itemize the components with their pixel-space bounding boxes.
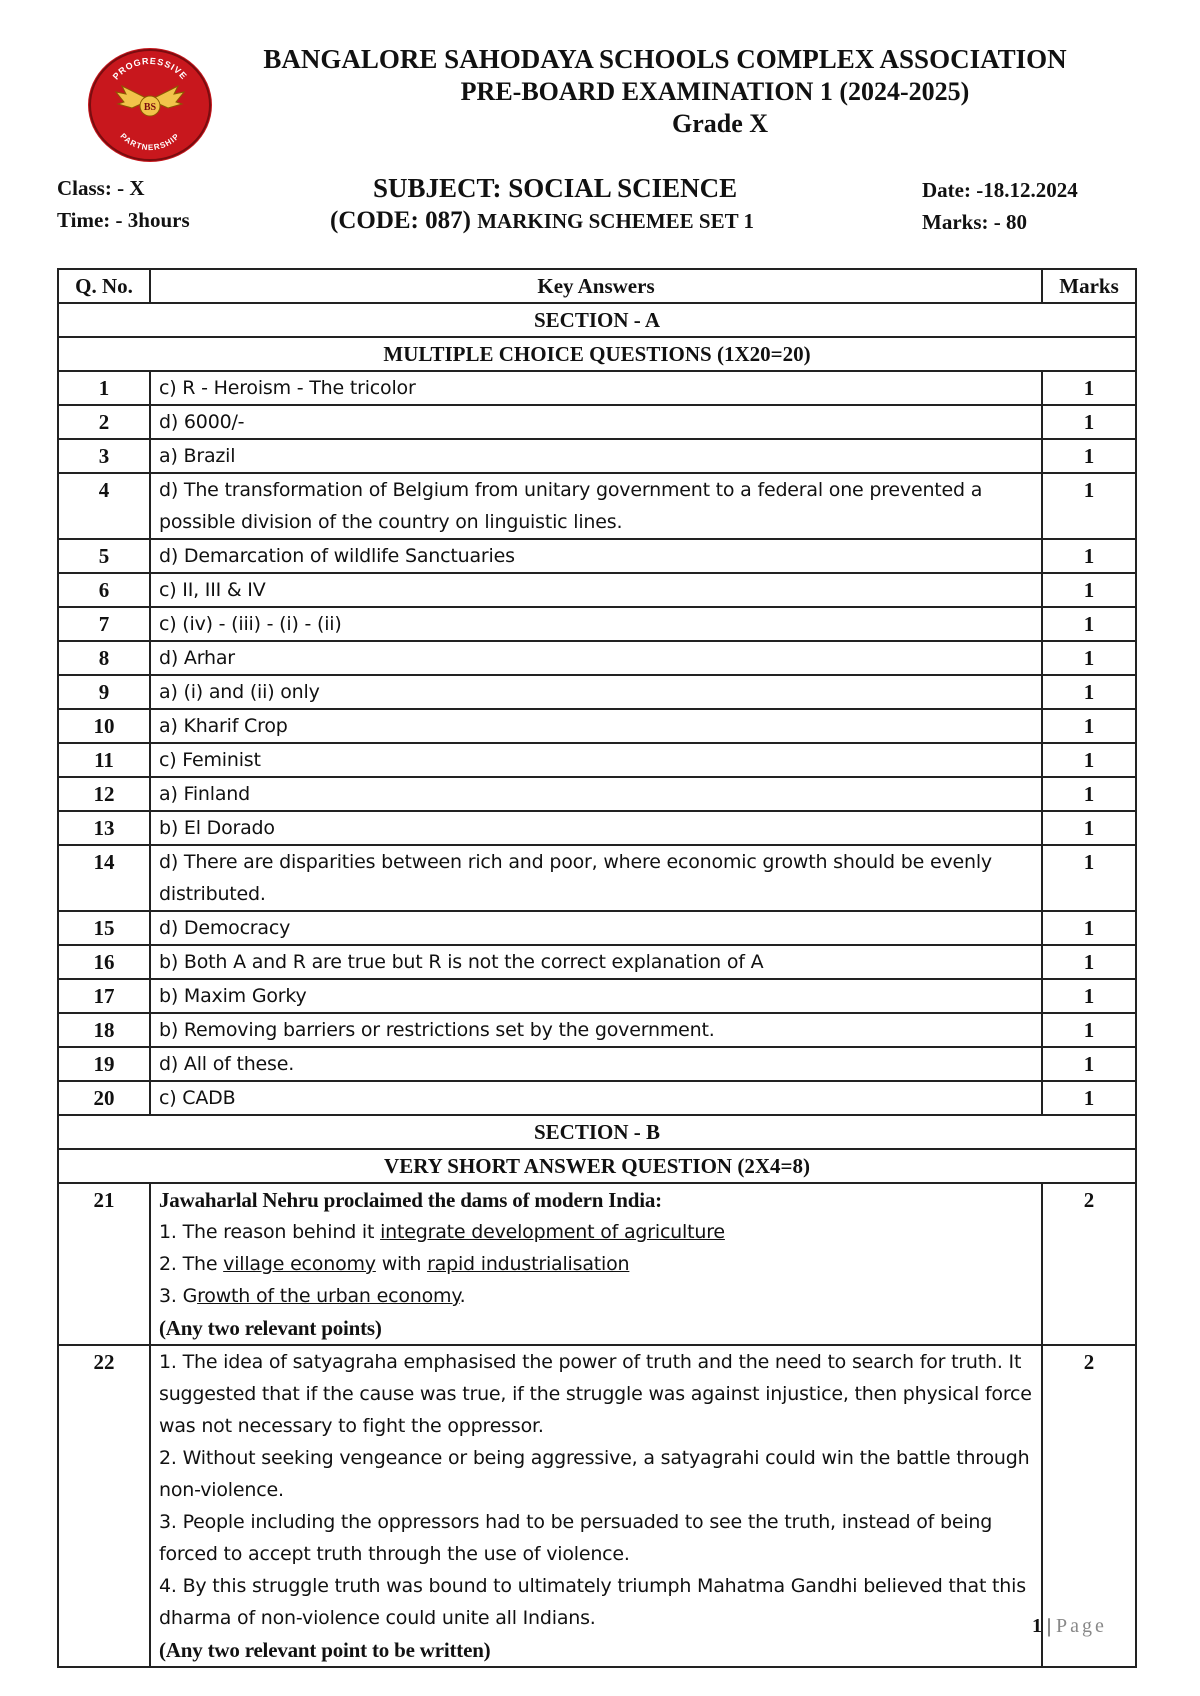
page-label: Page: [1056, 1615, 1107, 1637]
section-a-row: [58, 303, 1136, 337]
page-separator: |: [1042, 1615, 1057, 1637]
marks-value: 1: [1042, 539, 1136, 573]
question-number: 10: [58, 709, 150, 743]
q21-note: (Any two relevant points): [159, 1316, 382, 1340]
answer-text: a) Kharif Crop: [150, 709, 1042, 743]
answer-q22: [150, 1345, 1042, 1667]
time-label: Time: - 3hours: [57, 208, 190, 232]
marks-value: 1: [1042, 845, 1136, 911]
answer-text: d) Demarcation of wildlife Sanctuaries: [150, 539, 1042, 573]
question-number: 5: [58, 539, 150, 573]
marks-value: 1: [1042, 1047, 1136, 1081]
marks-value: 1: [1042, 371, 1136, 405]
table-row: [58, 777, 1136, 811]
question-number: 20: [58, 1081, 150, 1115]
table-row: [58, 607, 1136, 641]
subject-code: (CODE: 087): [330, 207, 471, 234]
school-logo: [86, 46, 214, 164]
table-row: [58, 911, 1136, 945]
marks-value: 1: [1042, 945, 1136, 979]
question-number: 3: [58, 439, 150, 473]
answer-text: d) Democracy: [150, 911, 1042, 945]
answer-text: b) Removing barriers or restrictions set by the government.: [150, 1013, 1042, 1047]
table-row: [58, 1081, 1136, 1115]
q21-point-2: 2. The village economy with rapid industrialisation: [159, 1253, 630, 1275]
table-row: [58, 641, 1136, 675]
q22-point-4: 4. By this struggle truth was bound to ultimately triumph Mahatma Gandhi believed that this dharma of non-violence could unite all Indians.: [159, 1575, 1026, 1629]
page-footer: [1032, 1615, 1107, 1638]
question-number: 19: [58, 1047, 150, 1081]
table-row: [58, 371, 1136, 405]
marks-value: 1: [1042, 743, 1136, 777]
answer-q21: [150, 1183, 1042, 1345]
marks-value: 1: [1042, 405, 1136, 439]
table-row: [58, 473, 1136, 539]
answer-text: b) Maxim Gorky: [150, 979, 1042, 1013]
table-row: [58, 439, 1136, 473]
header-qno: Q. No.: [58, 269, 150, 303]
marks-value: 1: [1042, 979, 1136, 1013]
section-a-sub-row: [58, 337, 1136, 371]
question-number: 11: [58, 743, 150, 777]
section-b-subtitle: VERY SHORT ANSWER QUESTION (2X4=8): [58, 1149, 1136, 1183]
answer-text: c) II, III & IV: [150, 573, 1042, 607]
table-row: [58, 811, 1136, 845]
answer-text: c) R - Heroism - The tricolor: [150, 371, 1042, 405]
question-number: 18: [58, 1013, 150, 1047]
table-header-row: [58, 269, 1136, 303]
marks-value: 2: [1042, 1345, 1136, 1667]
table-row: [58, 1013, 1136, 1047]
answer-key-table: [57, 268, 1137, 1668]
marks-value: 1: [1042, 777, 1136, 811]
section-a-title: SECTION - A: [58, 303, 1136, 337]
section-b-title: SECTION - B: [58, 1115, 1136, 1149]
class-label: Class: - X: [57, 176, 145, 200]
question-number: 17: [58, 979, 150, 1013]
question-number: 6: [58, 573, 150, 607]
answer-text: a) Brazil: [150, 439, 1042, 473]
answer-text: c) CADB: [150, 1081, 1042, 1115]
question-number: 16: [58, 945, 150, 979]
table-row: [58, 743, 1136, 777]
date-label: Date: -18.12.2024: [922, 178, 1078, 202]
answer-text: b) Both A and R are true but R is not the correct explanation of A: [150, 945, 1042, 979]
marks-value: 1: [1042, 911, 1136, 945]
marks-value: 1: [1042, 1081, 1136, 1115]
scheme-label: MARKING SCHEMEE SET 1: [477, 209, 754, 233]
logo-center-text: BS: [143, 102, 157, 113]
table-row-q22: [58, 1345, 1136, 1667]
table-row: [58, 845, 1136, 911]
question-number: 1: [58, 371, 150, 405]
answer-text: a) (i) and (ii) only: [150, 675, 1042, 709]
marks-value: 1: [1042, 811, 1136, 845]
header-key-answers: Key Answers: [150, 269, 1042, 303]
table-row: [58, 979, 1136, 1013]
marks-value: 1: [1042, 709, 1136, 743]
table-row-q21: [58, 1183, 1136, 1345]
table-row: [58, 573, 1136, 607]
section-b-row: [58, 1115, 1136, 1149]
q21-point-3: 3. Growth of the urban economy.: [159, 1285, 466, 1307]
question-number: 8: [58, 641, 150, 675]
page-number: 1: [1032, 1615, 1042, 1637]
section-a-subtitle: MULTIPLE CHOICE QUESTIONS (1X20=20): [58, 337, 1136, 371]
answer-text: d) All of these.: [150, 1047, 1042, 1081]
marks-value: 1: [1042, 473, 1136, 539]
marks-value: 1: [1042, 675, 1136, 709]
q22-note: (Any two relevant point to be written): [159, 1638, 491, 1662]
answer-text: a) Finland: [150, 777, 1042, 811]
question-number: 14: [58, 845, 150, 911]
table-row: [58, 405, 1136, 439]
code-line: [330, 207, 754, 235]
question-number: 21: [58, 1183, 150, 1345]
logo-text-top: PROGRESSIVE: [110, 55, 190, 82]
question-number: 13: [58, 811, 150, 845]
answer-text: b) El Dorado: [150, 811, 1042, 845]
table-row: [58, 1047, 1136, 1081]
table-row: [58, 675, 1136, 709]
marks-value: 1: [1042, 439, 1136, 473]
marks-value: 2: [1042, 1183, 1136, 1345]
marks-value: 1: [1042, 607, 1136, 641]
answer-text: c) (iv) - (iii) - (i) - (ii): [150, 607, 1042, 641]
logo-text-bottom: PARTNERSHIP: [118, 131, 182, 153]
grade-title: Grade X: [671, 109, 769, 138]
question-number: 9: [58, 675, 150, 709]
table-row: [58, 709, 1136, 743]
answer-text: d) 6000/-: [150, 405, 1042, 439]
q22-point-3: 3. People including the oppressors had to be persuaded to see the truth, instead of being forced to accept truth through the use of violence.: [159, 1511, 993, 1565]
marks-value: 1: [1042, 573, 1136, 607]
question-number: 22: [58, 1345, 150, 1667]
table-row: [58, 539, 1136, 573]
question-number: 15: [58, 911, 150, 945]
table-row: [58, 945, 1136, 979]
marks-label: Marks: - 80: [922, 210, 1027, 234]
answer-text: c) Feminist: [150, 743, 1042, 777]
q22-point-1: 1. The idea of satyagraha emphasised the power of truth and the need to search for truth. It suggested that if the cause was true, if the struggle was against injustice, then physical force was not necessary to fight the oppressor.: [159, 1351, 1032, 1437]
answer-text: d) There are disparities between rich and poor, where economic growth should be evenly distributed.: [150, 845, 1042, 911]
q22-point-2: 2. Without seeking vengeance or being aggressive, a satyagrahi could win the battle through non-violence.: [159, 1447, 1030, 1501]
q21-point-1: 1. The reason behind it integrate development of agriculture: [159, 1221, 725, 1243]
marks-value: 1: [1042, 641, 1136, 675]
q21-title: Jawaharlal Nehru proclaimed the dams of modern India:: [159, 1188, 662, 1212]
org-title: BANGALORE SAHODAYA SCHOOLS COMPLEX ASSOCIATION: [263, 44, 1067, 74]
question-number: 4: [58, 473, 150, 539]
question-number: 12: [58, 777, 150, 811]
question-number: 2: [58, 405, 150, 439]
question-number: 7: [58, 607, 150, 641]
subject-title: SUBJECT: SOCIAL SCIENCE: [373, 173, 738, 203]
section-b-sub-row: [58, 1149, 1136, 1183]
answer-text: d) Arhar: [150, 641, 1042, 675]
marks-value: 1: [1042, 1013, 1136, 1047]
header-marks: Marks: [1042, 269, 1136, 303]
answer-text: d) The transformation of Belgium from unitary government to a federal one prevented a possible division of the country on linguistic lines.: [150, 473, 1042, 539]
exam-title: PRE-BOARD EXAMINATION 1 (2024-2025): [460, 77, 970, 106]
